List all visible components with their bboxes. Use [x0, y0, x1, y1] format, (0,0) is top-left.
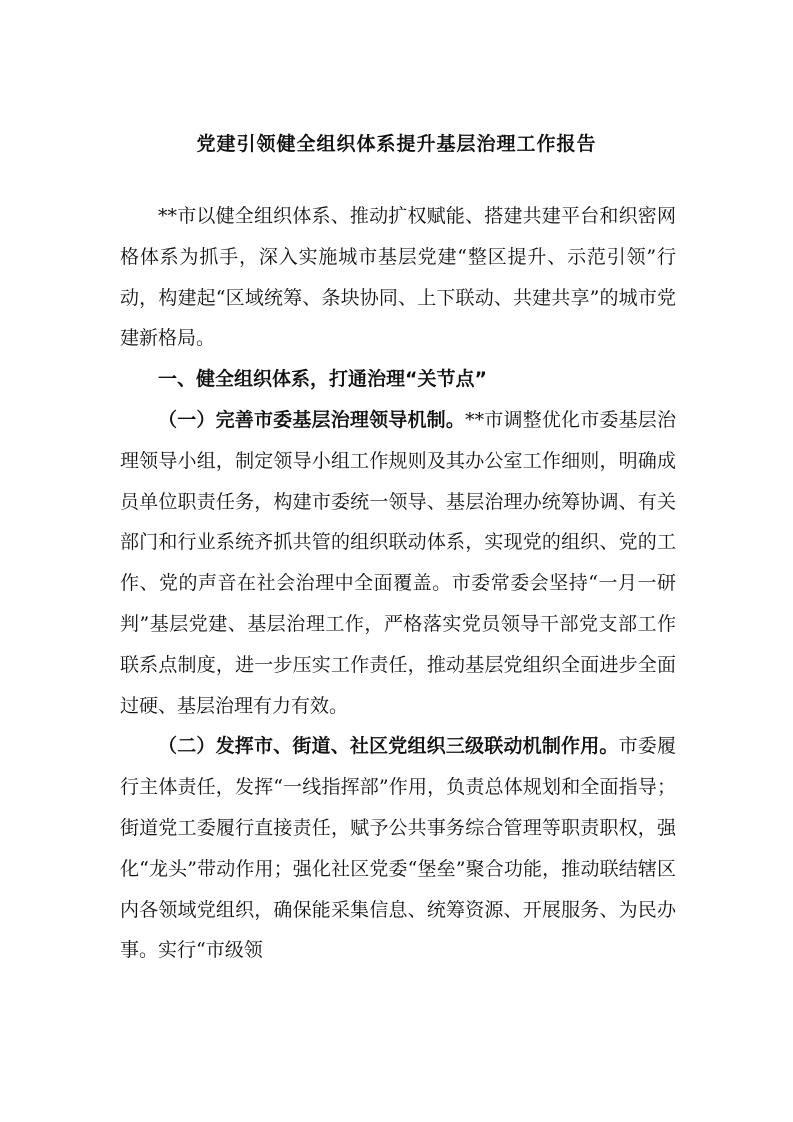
subsection-2-lead: （二）发挥市、街道、社区党组织三级联动机制作用。 — [158, 735, 619, 758]
subsection-1-paragraph — [120, 400, 676, 726]
intro-paragraph: **市以健全组织体系、推动扩权赋能、搭建共建平台和织密网格体系为抓手，深入实施城市基层党建“整区提升、示范引领”行动，构建起“区域统筹、条块协同、上下联动、共建共享”的城市党建新格局。 — [120, 205, 676, 350]
document-title: 党建引领健全组织体系提升基层治理工作报告 — [196, 133, 597, 155]
section-1-heading: 一、健全组织体系，打通治理“关节点” — [158, 368, 487, 391]
subsection-1-lead: （一）完善市委基层治理领导机制。 — [158, 408, 466, 431]
subsection-2-paragraph — [120, 726, 676, 971]
document-body — [120, 196, 676, 971]
subsection-2-text: 市委履行主体责任，发挥“一线指挥部”作用，负责总体规划和全面指导；街道党工委履行直接责任，赋予公共事务综合管理等职责职权，强化“龙头”带动作用；强化社区党委“堡垒”聚合功能，推动联结辖区内各领域党组织，确保能采集信息、统筹资源、开展服务、为民办事。实行“市级领 — [120, 735, 676, 962]
subsection-1-text: **市调整优化市委基层治理领导小组，制定领导小组工作规则及其办公室工作细则，明确成员单位职责任务，构建市委统一领导、基层治理办统筹协调、有关部门和行业系统齐抓共管的组织联动体系，实现党的组织、党的工作、党的声音在社会治理中全面覆盖。市委常委会坚持“一月一研判”基层党建、基层治理工作，严格落实党员领导干部党支部工作联系点制度，进一步压实工作责任，推动基层党组织全面进步全面过硬、基层治理有力有效。 — [120, 408, 676, 717]
